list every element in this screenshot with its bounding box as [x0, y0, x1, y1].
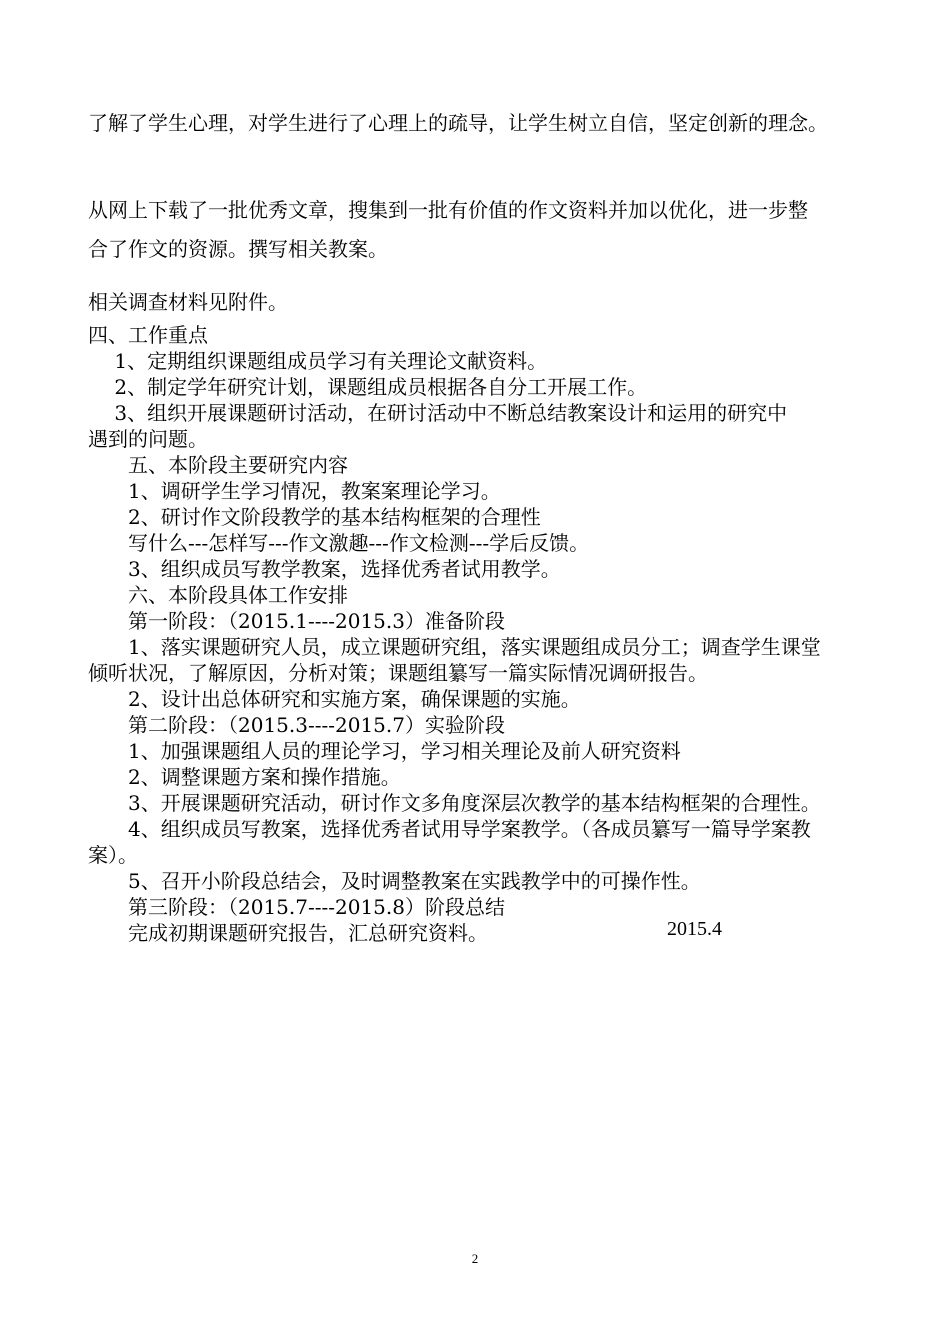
page-number: 2: [471, 1251, 479, 1266]
list-item: 3、开展课题研究活动，研讨作文多角度深层次教学的基本结构框架的合理性。: [88, 791, 821, 815]
paragraph-resources-line2: 合了作文的资源。撰写相关教案。: [88, 237, 388, 261]
list-item: 5、召开小阶段总结会，及时调整教案在实践教学中的可操作性。: [88, 869, 701, 893]
list-item: 3、组织成员写教学教案，选择优秀者试用教学。: [88, 557, 561, 581]
list-item: 2、研讨作文阶段教学的基本结构框架的合理性: [88, 505, 541, 529]
list-item-continuation: 遇到的问题。: [88, 427, 208, 451]
stage-three-heading: 第三阶段：（2015.7----2015.8）阶段总结: [88, 895, 505, 919]
paragraph-resources-line1: 从网上下载了一批优秀文章，搜集到一批有价值的作文资料并加以优化，进一步整: [88, 198, 808, 222]
list-item-continuation: 案）。: [88, 843, 138, 867]
list-item: 2、设计出总体研究和实施方案，确保课题的实施。: [88, 687, 581, 711]
heading-stage-content: 五、本阶段主要研究内容: [88, 453, 348, 477]
list-item: 3、组织开展课题研讨活动，在研讨活动中不断总结教案设计和运用的研究中: [88, 401, 788, 425]
paragraph-attachment-note: 相关调查材料见附件。: [88, 290, 288, 314]
list-item: 1、定期组织课题组成员学习有关理论文献资料。: [88, 349, 548, 373]
paragraph-psychology: 了解了学生心理，对学生进行了心理上的疏导，让学生树立自信，坚定创新的理念。: [88, 111, 828, 135]
document-date: 2015.4: [667, 918, 722, 940]
list-item: 1、调研学生学习情况，教案案理论学习。: [88, 479, 501, 503]
list-item: 1、落实课题研究人员，成立课题研究组，落实课题组成员分工；调查学生课堂: [88, 635, 821, 659]
stage-one-heading: 第一阶段：（2015.1----2015.3）准备阶段: [88, 609, 505, 633]
heading-work-focus: 四、工作重点: [88, 323, 208, 347]
list-item-continuation: 倾听状况，了解原因，分析对策；课题组纂写一篇实际情况调研报告。: [88, 661, 708, 685]
list-item: 4、组织成员写教案，选择优秀者试用导学案教学。（各成员纂写一篇导学案教: [88, 817, 811, 841]
stage-two-heading: 第二阶段：（2015.3----2015.7）实验阶段: [88, 713, 505, 737]
list-item: 完成初期课题研究报告，汇总研究资料。: [88, 921, 488, 945]
list-item: 2、制定学年研究计划，课题组成员根据各自分工开展工作。: [88, 375, 648, 399]
heading-work-arrangement: 六、本阶段具体工作安排: [88, 583, 348, 607]
list-item: 1、加强课题组人员的理论学习，学习相关理论及前人研究资料: [88, 739, 681, 763]
list-item: 写什么---怎样写---作文激趣---作文检测---学后反馈。: [88, 531, 590, 555]
list-item: 2、调整课题方案和操作措施。: [88, 765, 401, 789]
